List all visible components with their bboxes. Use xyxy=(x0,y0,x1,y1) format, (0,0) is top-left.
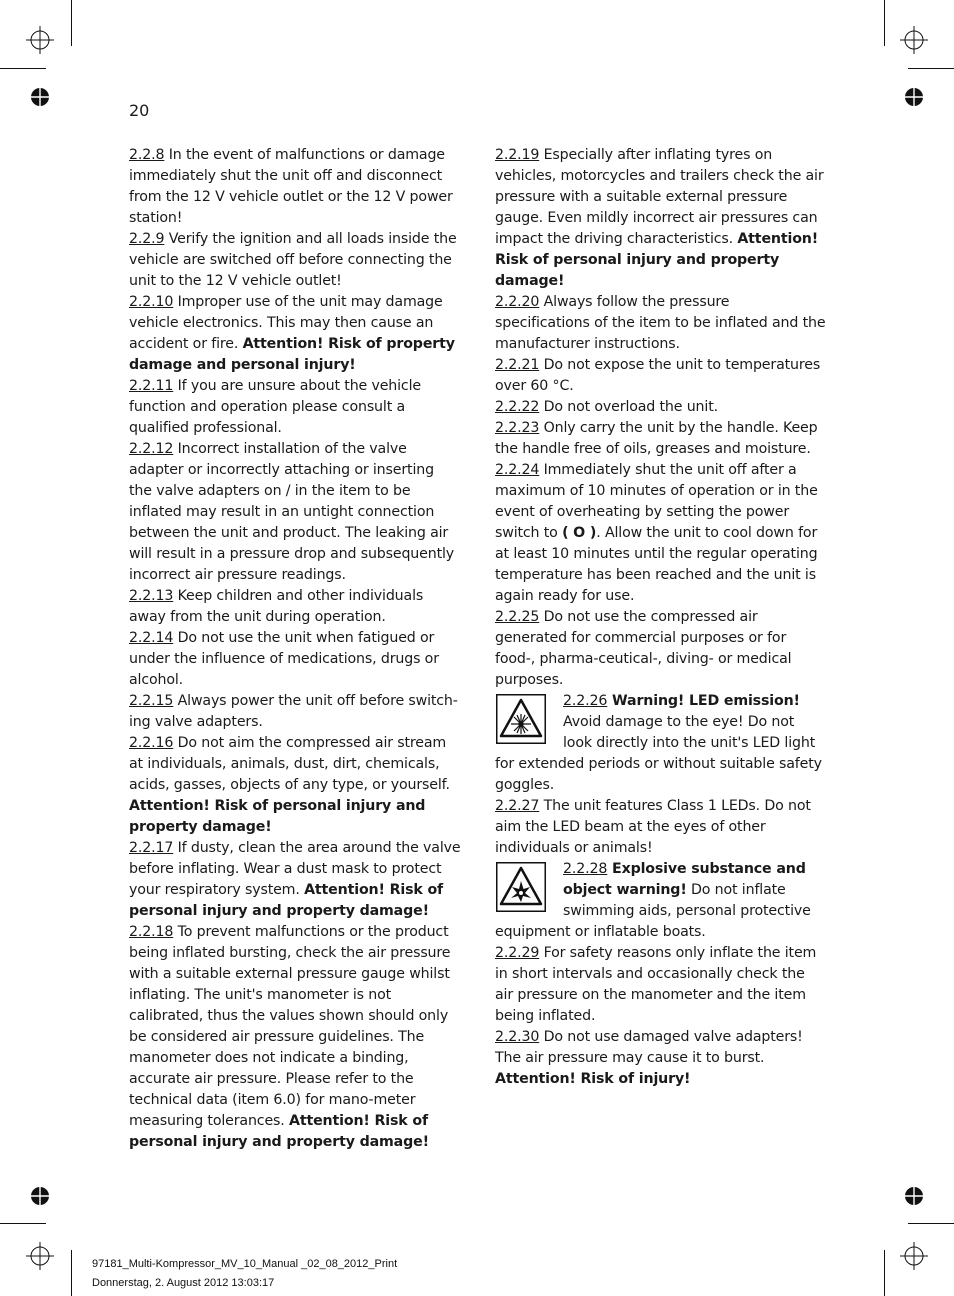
item-number: 2.2.12 xyxy=(129,441,174,457)
footer-timestamp: Donnerstag, 2. August 2012 13:03:17 xyxy=(92,1277,275,1289)
item-number: 2.2.20 xyxy=(495,294,540,310)
trim-mark xyxy=(884,0,885,46)
item-warning: Attention! Risk of property damage and personal injury! xyxy=(129,336,455,373)
item-number: 2.2.18 xyxy=(129,924,174,940)
item-text: Keep children and other individuals away from the unit during operation. xyxy=(129,588,424,625)
safety-item xyxy=(495,292,827,355)
trim-mark xyxy=(71,0,72,46)
registration-crosshair-icon xyxy=(26,1242,54,1270)
item-text: Avoid damage to the eye! Do not look directly into the unit's LED light for extended periods or without suitable safety goggles. xyxy=(495,714,822,793)
item-text: Always follow the pressure specifications of the item to be inflated and the manufacturer instructions. xyxy=(495,294,826,352)
item-text: In the event of malfunctions or damage immediately shut the unit off and disconnect from the 12 V vehicle outlet or the 12 V power station! xyxy=(129,147,453,226)
item-number: 2.2.9 xyxy=(129,231,165,247)
registration-crosshair-icon xyxy=(900,26,928,54)
item-text: If you are unsure about the vehicle function and operation please consult a qualified professional. xyxy=(129,378,421,436)
item-text: Verify the ignition and all loads inside the vehicle are switched off before connecting the unit to the 12 V vehicle outlet! xyxy=(129,231,457,289)
item-text: Especially after inflating tyres on vehicles, motorcycles and trailers check the air pressure with a suitable external pressure gauge. Even mildly incorrect air pressures can impact the driving characteristics. xyxy=(495,147,824,247)
item-text: Incorrect installation of the valve adapter or incorrectly attaching or inserting the valve adapters on / in the item to be inflated may result in an untight connection between the unit and product. The leaking air will result in a pressure drop and subsequently incorrect air pressure readings. xyxy=(129,441,455,583)
item-number: 2.2.16 xyxy=(129,735,174,751)
item-text: Immediately shut the unit off after a maximum of 10 minutes of operation or in the event of overheating by setting the power switch to xyxy=(495,462,818,541)
registration-dot-icon xyxy=(30,1186,50,1206)
safety-item xyxy=(129,733,461,838)
safety-item xyxy=(129,376,461,439)
safety-item xyxy=(129,838,461,922)
safety-item xyxy=(495,943,827,1027)
trim-mark xyxy=(884,1250,885,1296)
registration-crosshair-icon xyxy=(26,26,54,54)
item-text: If dusty, clean the area around the valve before inflating. Wear a dust mask to protect your respiratory system. xyxy=(129,840,461,898)
item-number: 2.2.15 xyxy=(129,693,174,709)
item-warning: Attention! Risk of injury! xyxy=(495,1071,691,1087)
safety-item xyxy=(129,691,461,733)
safety-item xyxy=(129,439,461,586)
safety-item xyxy=(129,145,461,229)
safety-item xyxy=(129,628,461,691)
explosive-warning-block xyxy=(495,859,827,943)
item-text-tail: . Allow the unit to cool down for at least 10 minutes until the regular operating temperature has been reached and the unit is again ready for use. xyxy=(495,525,818,604)
page-number: 20 xyxy=(129,101,150,120)
registration-dot-icon xyxy=(904,87,924,107)
item-text: Do not use the unit when fatigued or under the influence of medications, drugs or alcohol. xyxy=(129,630,439,688)
item-number: 2.2.8 xyxy=(129,147,165,163)
item-warning: Warning! LED emission! xyxy=(607,693,800,709)
item-number: 2.2.23 xyxy=(495,420,540,436)
item-warning: Attention! Risk of personal injury and property damage! xyxy=(129,1113,429,1150)
led-warning-block xyxy=(495,691,827,796)
item-number: 2.2.17 xyxy=(129,840,174,856)
item-text: Always power the unit off before switch-ing valve adapters. xyxy=(129,693,458,730)
item-warning: Explosive substance and object warning! xyxy=(563,861,806,898)
item-number: 2.2.13 xyxy=(129,588,174,604)
left-column xyxy=(129,145,461,1153)
safety-item xyxy=(495,418,827,460)
safety-item xyxy=(495,355,827,397)
trim-mark xyxy=(908,68,954,69)
item-number: 2.2.11 xyxy=(129,378,174,394)
item-number: 2.2.14 xyxy=(129,630,174,646)
trim-mark xyxy=(908,1223,954,1224)
item-text: The unit features Class 1 LEDs. Do not aim the LED beam at the eyes of other individuals or animals! xyxy=(495,798,811,856)
registration-dot-icon xyxy=(30,87,50,107)
item-number: 2.2.27 xyxy=(495,798,540,814)
trim-mark xyxy=(0,68,46,69)
item-text: To prevent malfunctions or the product being inflated bursting, check the air pressure with a suitable external pressure gauge whilst inflating. The unit's manometer is not calibrated, thus the values shown should only be considered air pressure guidelines. The manometer does not indicate a binding, accurate air pressure. Please refer to the technical data (item 6.0) for mano-meter measuring tolerances. xyxy=(129,924,451,1129)
item-number: 2.2.26 xyxy=(563,693,608,709)
item-text: Do not overload the unit. xyxy=(539,399,718,415)
safety-item xyxy=(495,607,827,691)
item-text: For safety reasons only inflate the item in short intervals and occasionally check the air pressure on the manometer and the item being inflated. xyxy=(495,945,817,1024)
item-text: Only carry the unit by the handle. Keep the handle free of oils, greases and moisture. xyxy=(495,420,818,457)
item-number: 2.2.19 xyxy=(495,147,540,163)
item-number: 2.2.21 xyxy=(495,357,540,373)
safety-item xyxy=(495,796,827,859)
item-number: 2.2.29 xyxy=(495,945,540,961)
item-warning: Attention! Risk of personal injury and property damage! xyxy=(495,231,819,289)
safety-item xyxy=(495,460,827,607)
item-number: 2.2.22 xyxy=(495,399,540,415)
safety-item xyxy=(495,1027,827,1090)
trim-mark xyxy=(0,1223,46,1224)
item-text: Improper use of the unit may damage vehicle electronics. This may then cause an accident or fire. xyxy=(129,294,443,352)
item-text: Do not inflate swimming aids, personal protective equipment or inflatable boats. xyxy=(495,882,811,940)
item-text: Do not expose the unit to temperatures over 60 °C. xyxy=(495,357,821,394)
item-warning: Attention! Risk of personal injury and property damage! xyxy=(129,882,444,919)
item-warning: Attention! Risk of personal injury and property damage! xyxy=(129,798,426,835)
trim-mark xyxy=(71,1250,72,1296)
laser-warning-icon xyxy=(496,694,546,744)
safety-item xyxy=(129,229,461,292)
power-switch-off-symbol: ( O ) xyxy=(562,525,597,541)
item-number: 2.2.10 xyxy=(129,294,174,310)
registration-crosshair-icon xyxy=(900,1242,928,1270)
footer-filename: 97181_Multi-Kompressor_MV_10_Manual _02_08_2012_Print xyxy=(92,1258,398,1270)
item-number: 2.2.24 xyxy=(495,462,540,478)
item-number: 2.2.25 xyxy=(495,609,540,625)
explosive-warning-icon xyxy=(496,862,546,912)
item-text: Do not use the compressed air generated for commercial purposes or for food-, pharma-ceutical-, diving- or medical purposes. xyxy=(495,609,792,688)
item-text: Do not use damaged valve adapters! The air pressure may cause it to burst. xyxy=(495,1029,803,1066)
right-column xyxy=(495,145,827,1090)
registration-dot-icon xyxy=(904,1186,924,1206)
safety-item xyxy=(495,145,827,292)
item-number: 2.2.28 xyxy=(563,861,608,877)
safety-item xyxy=(495,397,827,418)
safety-item xyxy=(129,586,461,628)
safety-item xyxy=(129,292,461,376)
safety-item xyxy=(129,922,461,1153)
print-footer xyxy=(92,1255,397,1293)
item-number: 2.2.30 xyxy=(495,1029,540,1045)
item-text: Do not aim the compressed air stream at individuals, animals, dust, dirt, chemicals, acids, gasses, objects of any type, or yourself. xyxy=(129,735,450,793)
